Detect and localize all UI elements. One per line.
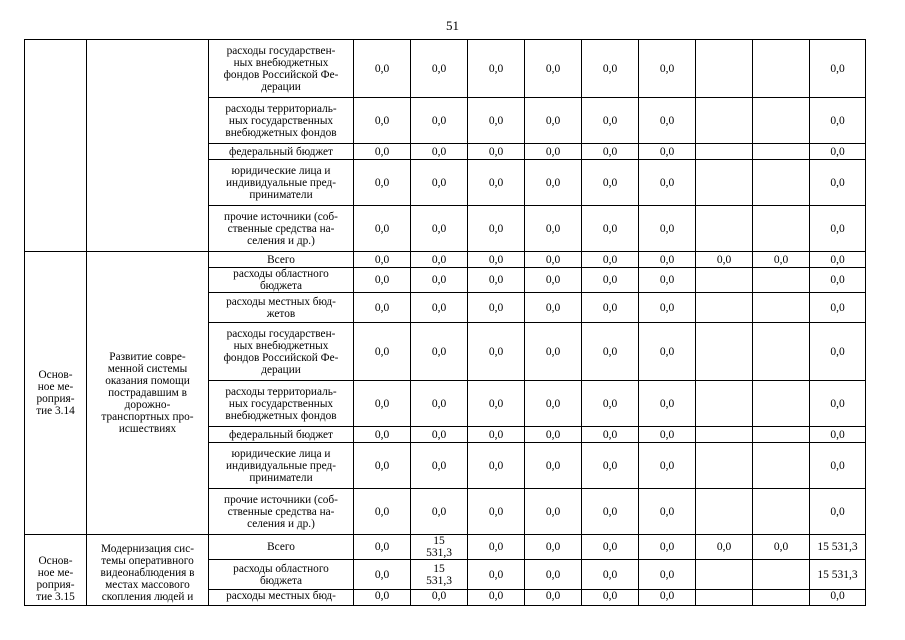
funding-source-cell bbox=[209, 293, 354, 323]
value-cell bbox=[753, 560, 810, 590]
value-cell: 0,0 bbox=[582, 144, 639, 160]
funding-source-line: приниматели bbox=[249, 471, 313, 484]
funding-source-line: ственные средства на- bbox=[227, 222, 335, 235]
value-cell: 0,0 bbox=[639, 560, 696, 590]
value-cell: 0,0 bbox=[468, 535, 525, 560]
value-cell: 0,0 bbox=[525, 489, 582, 535]
funding-source-line: приниматели bbox=[249, 188, 313, 201]
event-name-line: оказания помощи bbox=[105, 375, 190, 387]
value-cell: 0,0 bbox=[354, 535, 411, 560]
value-cell: 0,0 bbox=[525, 323, 582, 381]
value-cell: 15 531,3 bbox=[411, 560, 468, 590]
funding-source-cell bbox=[209, 252, 354, 268]
value-cell bbox=[696, 560, 753, 590]
value-cell: 0,0 bbox=[354, 206, 411, 252]
event-name-line: транспортных про- bbox=[101, 411, 194, 423]
value-cell: 0,0 bbox=[468, 590, 525, 606]
funding-source-cell bbox=[209, 560, 354, 590]
funding-source-line: расходы территориаль- bbox=[225, 102, 337, 115]
value-cell bbox=[696, 268, 753, 293]
funding-table bbox=[24, 39, 866, 606]
event-code-cell bbox=[25, 40, 87, 252]
value-cell bbox=[753, 443, 810, 489]
value-cell: 0,0 bbox=[468, 489, 525, 535]
value-cell: 0,0 bbox=[582, 427, 639, 443]
funding-source-cell bbox=[209, 268, 354, 293]
value-cell: 0,0 bbox=[411, 98, 468, 144]
event-name-line: Развитие совре- bbox=[109, 351, 186, 363]
value-cell: 0,0 bbox=[468, 40, 525, 98]
value-cell bbox=[696, 427, 753, 443]
funding-source-cell bbox=[209, 206, 354, 252]
value-cell: 0,0 bbox=[354, 427, 411, 443]
value-cell: 0,0 bbox=[468, 268, 525, 293]
value-cell: 0,0 bbox=[810, 590, 866, 606]
value-cell: 0,0 bbox=[411, 489, 468, 535]
event-name-cell bbox=[87, 40, 209, 252]
funding-source-cell bbox=[209, 489, 354, 535]
value-cell: 0,0 bbox=[354, 144, 411, 160]
value-cell: 0,0 bbox=[810, 489, 866, 535]
value-cell: 0,0 bbox=[411, 252, 468, 268]
event-name-line: скопления людей и bbox=[101, 591, 194, 603]
funding-source-line: селения и др.) bbox=[247, 234, 315, 247]
value-cell: 0,0 bbox=[639, 293, 696, 323]
funding-source-line: ных государственных bbox=[228, 114, 334, 127]
funding-source-cell bbox=[209, 443, 354, 489]
value-cell: 0,0 bbox=[639, 535, 696, 560]
value-cell: 0,0 bbox=[639, 381, 696, 427]
value-cell bbox=[696, 98, 753, 144]
value-cell: 0,0 bbox=[582, 323, 639, 381]
value-cell: 0,0 bbox=[582, 489, 639, 535]
value-cell bbox=[753, 160, 810, 206]
value-cell: 0,0 bbox=[354, 381, 411, 427]
value-cell: 0,0 bbox=[810, 381, 866, 427]
value-cell: 0,0 bbox=[525, 443, 582, 489]
value-cell: 0,0 bbox=[810, 427, 866, 443]
funding-source-line: жетов bbox=[266, 307, 296, 320]
value-cell: 0,0 bbox=[525, 560, 582, 590]
value-cell: 0,0 bbox=[468, 323, 525, 381]
value-cell: 0,0 bbox=[582, 535, 639, 560]
funding-source-cell bbox=[209, 40, 354, 98]
value-cell: 0,0 bbox=[354, 160, 411, 206]
value-cell: 0,0 bbox=[411, 590, 468, 606]
value-cell: 15 531,3 bbox=[810, 535, 866, 560]
value-cell: 0,0 bbox=[582, 40, 639, 98]
funding-source-cell bbox=[209, 427, 354, 443]
value-cell: 0,0 bbox=[582, 268, 639, 293]
event-name-cell bbox=[87, 252, 209, 535]
value-cell bbox=[696, 40, 753, 98]
value-cell: 0,0 bbox=[525, 160, 582, 206]
value-cell bbox=[753, 268, 810, 293]
event-code-line: тие 3.15 bbox=[36, 591, 75, 603]
funding-source-line: федеральный бюджет bbox=[229, 145, 333, 158]
value-cell bbox=[753, 293, 810, 323]
value-cell: 0,0 bbox=[639, 427, 696, 443]
value-cell: 15 531,3 bbox=[810, 560, 866, 590]
value-cell bbox=[753, 206, 810, 252]
value-cell: 0,0 bbox=[810, 160, 866, 206]
funding-source-line: бюджета bbox=[259, 574, 303, 587]
funding-source-line: селения и др.) bbox=[247, 517, 315, 530]
value-cell: 0,0 bbox=[468, 160, 525, 206]
event-name-line: местах массового bbox=[105, 579, 190, 591]
value-cell bbox=[753, 323, 810, 381]
value-cell: 0,0 bbox=[582, 160, 639, 206]
value-cell: 0,0 bbox=[354, 489, 411, 535]
event-code-line: Основ- bbox=[38, 369, 73, 381]
funding-source-line: федеральный бюджет bbox=[229, 428, 333, 441]
funding-source-line: Всего bbox=[267, 541, 295, 553]
value-cell bbox=[753, 98, 810, 144]
funding-source-line: Всего bbox=[267, 253, 295, 266]
event-code-line: тие 3.14 bbox=[36, 405, 75, 417]
value-cell: 0,0 bbox=[525, 98, 582, 144]
funding-source-line: ных внебюджетных bbox=[233, 339, 329, 352]
funding-source-cell bbox=[209, 160, 354, 206]
value-cell: 0,0 bbox=[582, 443, 639, 489]
event-name-line: менной системы bbox=[107, 363, 188, 375]
value-cell: 0,0 bbox=[525, 268, 582, 293]
value-cell: 0,0 bbox=[411, 268, 468, 293]
funding-source-line: индивидуальные пред- bbox=[226, 459, 336, 472]
value-cell bbox=[753, 427, 810, 443]
event-name-line: видеонаблюдения в bbox=[100, 567, 195, 579]
value-cell: 0,0 bbox=[354, 40, 411, 98]
value-cell bbox=[753, 381, 810, 427]
value-cell: 0,0 bbox=[639, 590, 696, 606]
value-cell: 0,0 bbox=[696, 252, 753, 268]
value-cell: 0,0 bbox=[639, 252, 696, 268]
event-code-line: роприя- bbox=[36, 393, 75, 405]
page-number: 51 bbox=[446, 18, 459, 33]
value-cell: 0,0 bbox=[411, 40, 468, 98]
funding-source-line: бюджета bbox=[259, 280, 303, 292]
value-cell bbox=[753, 590, 810, 606]
value-cell: 0,0 bbox=[525, 40, 582, 98]
value-cell: 0,0 bbox=[411, 160, 468, 206]
value-cell: 0,0 bbox=[582, 381, 639, 427]
value-cell: 0,0 bbox=[354, 98, 411, 144]
value-cell: 0,0 bbox=[753, 252, 810, 268]
value-cell: 0,0 bbox=[411, 144, 468, 160]
funding-source-line: расходы государствен- bbox=[226, 44, 336, 57]
funding-source-line: внебюджетных фондов bbox=[225, 126, 337, 139]
value-cell: 0,0 bbox=[468, 381, 525, 427]
value-cell bbox=[696, 443, 753, 489]
value-cell: 0,0 bbox=[468, 293, 525, 323]
funding-source-line: прочие источники (соб- bbox=[224, 210, 338, 223]
value-cell: 0,0 bbox=[468, 427, 525, 443]
value-cell: 15 531,3 bbox=[411, 535, 468, 560]
event-code-line: роприя- bbox=[36, 579, 75, 591]
funding-source-cell bbox=[209, 98, 354, 144]
value-cell: 0,0 bbox=[582, 293, 639, 323]
value-cell: 0,0 bbox=[525, 206, 582, 252]
value-cell bbox=[696, 590, 753, 606]
value-cell: 0,0 bbox=[810, 443, 866, 489]
event-code-cell bbox=[25, 535, 87, 606]
funding-source-cell bbox=[209, 381, 354, 427]
value-cell: 0,0 bbox=[810, 144, 866, 160]
value-cell bbox=[696, 144, 753, 160]
value-cell bbox=[696, 160, 753, 206]
value-cell: 0,0 bbox=[411, 206, 468, 252]
value-cell bbox=[753, 489, 810, 535]
value-cell: 0,0 bbox=[810, 40, 866, 98]
value-cell: 0,0 bbox=[525, 427, 582, 443]
funding-source-line: расходы областного bbox=[233, 562, 329, 575]
value-cell: 0,0 bbox=[582, 206, 639, 252]
value-cell: 0,0 bbox=[582, 98, 639, 144]
value-cell: 0,0 bbox=[639, 144, 696, 160]
event-name-line: пострадавшим в bbox=[108, 387, 187, 399]
value-cell: 0,0 bbox=[525, 535, 582, 560]
value-cell: 0,0 bbox=[525, 590, 582, 606]
value-cell: 0,0 bbox=[639, 489, 696, 535]
value-cell: 0,0 bbox=[354, 443, 411, 489]
value-cell: 0,0 bbox=[639, 443, 696, 489]
value-cell: 0,0 bbox=[468, 443, 525, 489]
value-cell: 0,0 bbox=[639, 40, 696, 98]
funding-source-line: расходы государствен- bbox=[226, 327, 336, 340]
value-cell: 0,0 bbox=[639, 206, 696, 252]
value-cell: 0,0 bbox=[468, 252, 525, 268]
value-cell: 0,0 bbox=[696, 535, 753, 560]
value-cell bbox=[696, 206, 753, 252]
value-cell bbox=[696, 489, 753, 535]
event-name-line: исшествиях bbox=[118, 423, 177, 435]
value-cell: 0,0 bbox=[525, 293, 582, 323]
funding-source-cell bbox=[209, 323, 354, 381]
value-cell: 0,0 bbox=[354, 323, 411, 381]
value-cell: 0,0 bbox=[810, 252, 866, 268]
value-cell: 0,0 bbox=[810, 268, 866, 293]
value-cell: 0,0 bbox=[354, 252, 411, 268]
event-code-line: Основ- bbox=[38, 555, 73, 567]
event-name-line: темы оперативного bbox=[101, 555, 194, 567]
value-cell bbox=[753, 144, 810, 160]
funding-source-line: юридические лица и bbox=[231, 447, 331, 460]
table-row bbox=[25, 535, 866, 560]
value-cell: 0,0 bbox=[354, 268, 411, 293]
event-name-cell bbox=[87, 535, 209, 606]
funding-source-line: юридические лица и bbox=[231, 164, 331, 177]
funding-source-line: дерации bbox=[261, 80, 301, 93]
value-cell: 0,0 bbox=[411, 443, 468, 489]
funding-source-line: расходы областного bbox=[233, 268, 329, 280]
funding-source-line: фондов Российской Фе- bbox=[223, 351, 339, 364]
funding-source-cell bbox=[209, 535, 354, 560]
value-cell bbox=[696, 293, 753, 323]
value-cell: 0,0 bbox=[582, 252, 639, 268]
funding-source-line: расходы территориаль- bbox=[225, 385, 337, 398]
value-cell: 0,0 bbox=[582, 560, 639, 590]
value-cell: 0,0 bbox=[411, 293, 468, 323]
value-cell: 0,0 bbox=[411, 381, 468, 427]
value-cell bbox=[696, 323, 753, 381]
value-cell: 0,0 bbox=[468, 206, 525, 252]
value-cell: 0,0 bbox=[354, 560, 411, 590]
event-code-line: ное ме- bbox=[37, 381, 74, 393]
funding-source-line: расходы местных бюд- bbox=[226, 590, 336, 602]
value-cell: 0,0 bbox=[468, 560, 525, 590]
value-cell bbox=[696, 381, 753, 427]
value-cell: 0,0 bbox=[810, 98, 866, 144]
funding-source-line: прочие источники (соб- bbox=[224, 493, 338, 506]
value-cell: 0,0 bbox=[411, 323, 468, 381]
value-cell: 0,0 bbox=[468, 98, 525, 144]
value-cell: 0,0 bbox=[354, 293, 411, 323]
value-cell: 0,0 bbox=[810, 293, 866, 323]
funding-source-line: дерации bbox=[261, 363, 301, 376]
funding-source-cell bbox=[209, 590, 354, 606]
value-cell: 0,0 bbox=[411, 427, 468, 443]
value-cell: 0,0 bbox=[810, 206, 866, 252]
value-cell bbox=[753, 40, 810, 98]
value-cell: 0,0 bbox=[753, 535, 810, 560]
value-cell: 0,0 bbox=[354, 590, 411, 606]
table-row bbox=[25, 40, 866, 98]
funding-source-line: фондов Российской Фе- bbox=[223, 68, 339, 81]
value-cell: 0,0 bbox=[582, 590, 639, 606]
value-cell: 0,0 bbox=[810, 323, 866, 381]
value-cell: 0,0 bbox=[525, 252, 582, 268]
value-cell: 0,0 bbox=[639, 98, 696, 144]
value-cell: 0,0 bbox=[525, 144, 582, 160]
value-cell: 0,0 bbox=[639, 323, 696, 381]
funding-source-line: внебюджетных фондов bbox=[225, 409, 337, 422]
event-name-line: Модернизация сис- bbox=[100, 543, 194, 555]
value-cell: 0,0 bbox=[468, 144, 525, 160]
funding-source-line: индивидуальные пред- bbox=[226, 176, 336, 189]
funding-source-cell bbox=[209, 144, 354, 160]
funding-source-line: ственные средства на- bbox=[227, 505, 335, 518]
funding-source-line: ных внебюджетных bbox=[233, 56, 329, 69]
value-cell: 0,0 bbox=[525, 381, 582, 427]
funding-source-line: расходы местных бюд- bbox=[226, 295, 336, 308]
event-name-line: дорожно- bbox=[124, 399, 171, 411]
event-code-line: ное ме- bbox=[37, 567, 74, 579]
table-row bbox=[25, 252, 866, 268]
funding-source-line: ных государственных bbox=[228, 397, 334, 410]
event-code-cell bbox=[25, 252, 87, 535]
value-cell: 0,0 bbox=[639, 268, 696, 293]
value-cell: 0,0 bbox=[639, 160, 696, 206]
